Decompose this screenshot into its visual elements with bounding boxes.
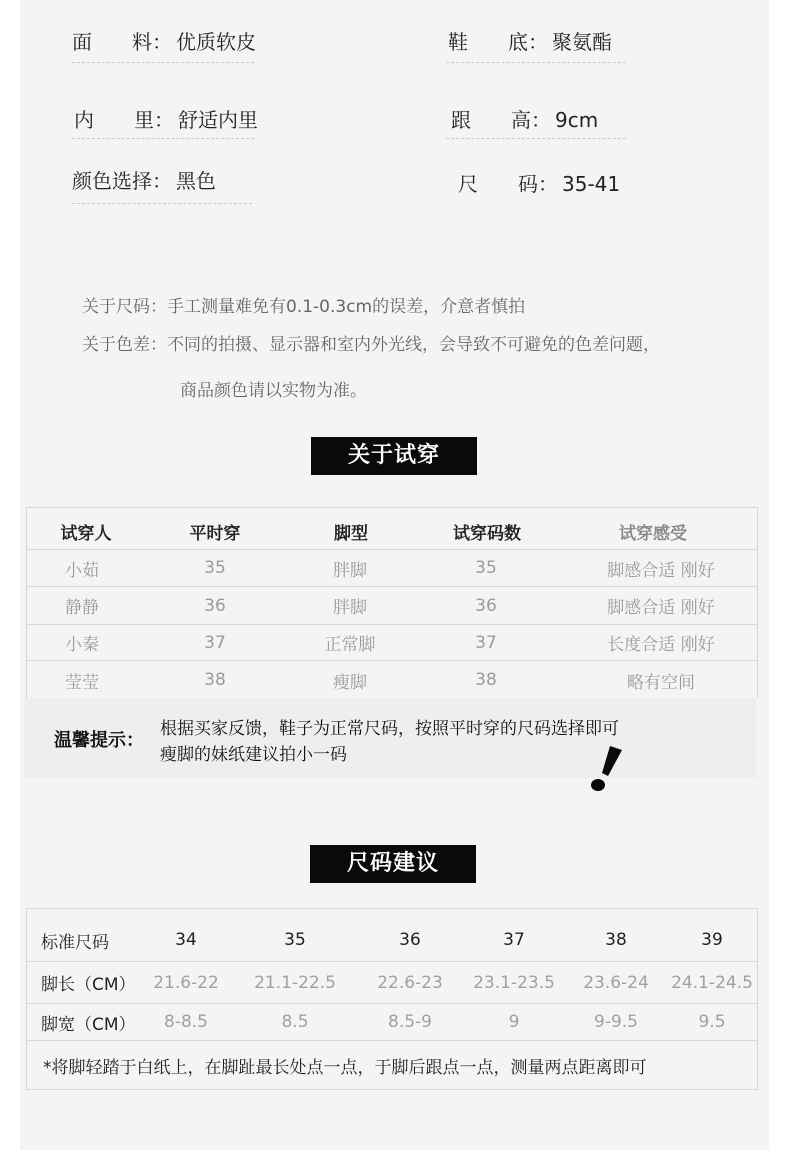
spec-sole [448,25,612,59]
spec-sole-label: 鞋 底： [448,30,548,54]
size-advice-title: 尺码建议 [310,845,476,883]
size-table [26,908,758,1090]
spec-lining-label: 内 里： [74,108,174,132]
table-row [27,962,757,1004]
note-color-text: 不同的拍摄、显示器和室内外光线，会导致不可避免的色差问题， [167,335,660,355]
table-cell: 8.5 [281,1012,309,1032]
table-row [27,587,757,625]
table-header-row [27,508,757,550]
table-cell: 38 [475,670,497,690]
table-cell: 脚宽（CM） [41,1014,136,1035]
spec-size-label: 尺 码： [458,172,558,196]
table-header-cell: 36 [399,930,421,950]
table-cell: 胖脚 [333,560,367,581]
table-row [27,661,757,699]
divider [72,138,254,139]
spec-material-value: 优质软皮 [176,30,256,54]
tip-line-2: 瘦脚的妹纸建议拍小一码 [160,745,347,765]
table-cell: 长度合适 刚好 [607,635,715,655]
spec-material [72,25,256,59]
table-cell: 瘦脚 [333,672,367,693]
spec-color [72,164,216,198]
spec-sole-value: 聚氨酯 [552,30,612,54]
table-cell: 21.1-22.5 [254,972,336,993]
table-cell: 9.5 [698,1012,726,1032]
table-header-cell: 试穿感受 [619,524,687,544]
spec-heel [451,103,598,137]
spec-lining-value: 舒适内里 [178,108,258,132]
spec-color-label: 颜色选择： [72,169,172,193]
note-color [82,330,660,355]
table-cell: 小秦 [65,635,99,655]
table-cell: 22.6-23 [377,972,443,993]
spec-color-value: 黑色 [176,169,216,193]
tryon-title: 关于试穿 [311,437,477,475]
tip-label: 温馨提示： [54,730,144,751]
table-cell: 36 [475,595,497,616]
spec-heel-value: 9cm [555,108,599,132]
table-cell: 小茹 [65,560,99,581]
table-header-cell: 37 [503,930,525,950]
table-cell: 静静 [65,598,99,618]
table-header-cell: 脚型 [334,524,368,544]
table-cell: 正常脚 [324,635,376,655]
table-cell: 9-9.5 [594,1012,638,1032]
table-cell: 37 [204,632,226,653]
table-cell: 9 [508,1012,520,1032]
table-row [27,625,757,661]
table-header-cell: 39 [701,930,723,950]
table-header-cell: 38 [605,930,627,950]
table-row [27,550,757,587]
table-cell: 脚感合适 刚好 [607,560,715,581]
table-cell: 脚感合适 刚好 [607,598,715,618]
table-header-cell: 平时穿 [189,524,241,544]
table-cell: 8.5-9 [388,1012,432,1032]
tip-box [24,698,756,778]
table-cell: 37 [475,632,497,653]
table-header-cell: 试穿码数 [453,524,521,544]
table-cell: 胖脚 [333,598,367,618]
divider [446,62,626,63]
table-cell: 35 [475,558,497,578]
table-header-cell: 标准尺码 [41,932,109,953]
divider [72,203,252,204]
table-header-cell: 试穿人 [60,524,112,544]
table-cell: 23.6-24 [583,972,649,993]
tip-line-1: 根据买家反馈，鞋子为正常尺码，按照平时穿的尺码选择即可 [160,719,619,739]
size-footnote: *将脚轻踏于白纸上，在脚趾最长处点一点，于脚后跟点一点，测量两点距离即可 [43,1057,647,1078]
note-size [82,292,525,317]
spec-material-label: 面 料： [72,30,172,54]
note-size-text: 手工测量难免有0.1-0.3cm的误差，介意者慎拍 [167,297,526,317]
table-cell: 23.1-23.5 [473,972,555,993]
note-color-text-2: 商品颜色请以实物为准。 [180,381,367,401]
tryon-table [26,507,758,699]
table-cell: 莹莹 [65,672,99,693]
table-cell: 36 [204,595,226,616]
spec-size-value: 35-41 [562,172,621,196]
table-header-row [27,909,757,962]
table-header-cell: 34 [175,930,197,950]
exclamation-icon [586,744,626,794]
note-color-label: 关于色差： [82,335,167,355]
table-cell: 38 [204,670,226,690]
table-header-cell: 35 [284,930,306,950]
table-cell: 21.6-22 [153,972,219,993]
table-cell: 略有空间 [627,672,695,693]
table-cell: 8-8.5 [164,1012,208,1032]
divider [72,62,254,63]
table-cell: 35 [204,558,226,578]
spec-lining [74,103,258,137]
note-size-label: 关于尺码： [82,297,167,317]
divider [446,138,626,139]
spec-heel-label: 跟 高： [451,108,551,132]
spec-size [458,167,620,201]
table-row [27,1004,757,1041]
table-cell: 脚长（CM） [41,975,136,995]
table-cell: 24.1-24.5 [671,972,753,993]
